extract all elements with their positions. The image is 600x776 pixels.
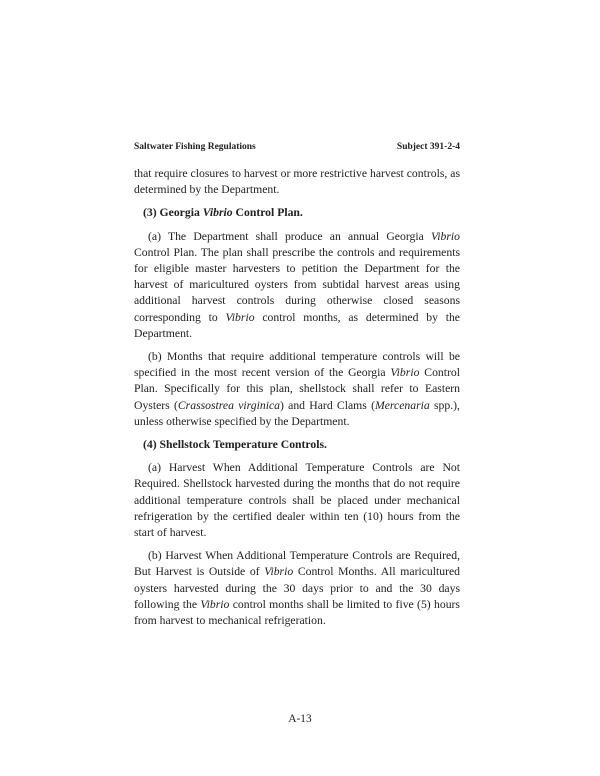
header-subject-number: Subject 391-2-4 [396,142,460,152]
text-run: Control Plan. [232,206,303,220]
section-4-paragraph-a [134,460,460,541]
text-run: control months, as determined by the Department. [134,310,460,340]
section-4-heading [143,437,460,453]
text-run: Vibrio [430,229,460,243]
header-document-title: Saltwater Fishing Regulations [134,142,256,152]
text-run: spp.), unless otherwise specified by the Department. [134,398,460,428]
text-run: Mercenaria [374,398,430,412]
text-run: Control Plan. Specifically for this plan, shellstock shall refer to Eastern Oysters ( [134,366,460,412]
text-run: control months shall be limited to five (5) hours from harvest to mechanical refrigeration. [134,597,460,628]
document-content [134,141,460,629]
text-run: (b) Months that require additional temperature controls will be specified in the most recent version of the Georgia [134,350,460,380]
page-number: A-13 [288,713,312,725]
text-run: that require closures to harvest or more restrictive harvest controls, as determined by the Department. [134,167,460,197]
text-run: (3) Georgia [143,206,203,220]
text-run: (4) Shellstock Temperature Controls. [143,438,327,452]
intro-continuation-paragraph [134,166,460,198]
text-run: Control Months. All maricultured oysters harvested during the 30 days prior to and the 30 days following the [134,565,461,611]
section-3-paragraph-b [134,349,460,430]
section-3-paragraph-a [134,229,460,342]
text-run: (a) Harvest When Additional Temperature Controls are Not Required. Shellstock harvested during the months that do not require additional temperature controls shall be placed under mechanical refrigeration by the certified dealer within ten (10) hours from the start of harvest. [134,461,460,540]
text-run: Control Plan. The plan shall prescribe the controls and requirements for eligible master harvesters to petition the Department for the harvest of maricultured oysters from subtidal harvest areas using additional harvest controls during otherwise closed seasons corresponding to [134,245,460,324]
text-run: Vibrio [200,597,230,611]
text-run: (b) Harvest When Additional Temperature Controls are Required, But Harvest is Outside of [134,549,460,579]
text-run: Crassostrea virginica [177,398,280,412]
page-header [134,141,460,153]
text-run: Vibrio [225,310,255,324]
text-run: Vibrio [264,565,294,579]
section-3-heading [143,205,460,221]
text-run: Vibrio [390,366,420,380]
text-run: Vibrio [202,206,233,220]
section-4-paragraph-b [134,548,460,629]
text-run: ) and Hard Clams ( [279,398,375,412]
text-run: (a) The Department shall produce an annual Georgia [148,229,431,243]
